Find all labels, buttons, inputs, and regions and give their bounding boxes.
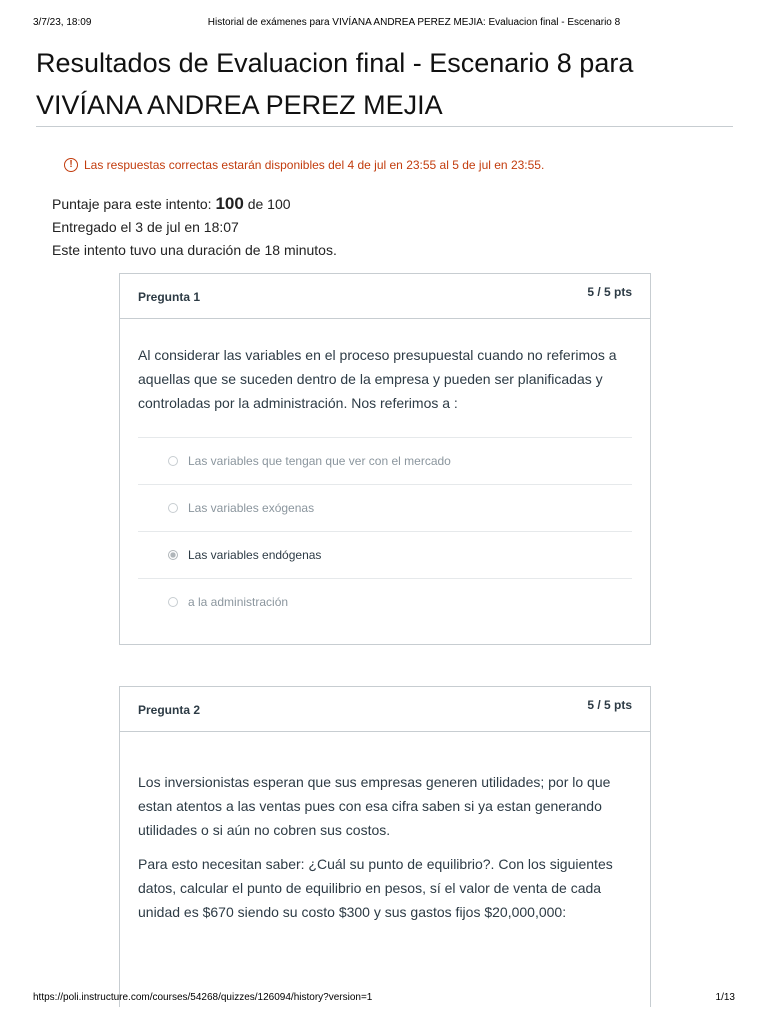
- print-header: [33, 17, 735, 31]
- question-text-paragraph: Para esto necesitan saber: ¿Cuál su punto de equilibrio?. Con los siguientes datos, calcular el punto de equilibrio en pesos, sí el valor de venta de cada unidad es $670 siendo su costo $300 y sus gastos fijos $20,000,000:: [138, 856, 613, 920]
- question-name: Pregunta 2: [138, 703, 201, 717]
- answer-option[interactable]: [138, 578, 632, 625]
- attempt-info: [52, 192, 337, 262]
- question-name: Pregunta 1: [138, 290, 201, 304]
- title-divider: [36, 126, 733, 127]
- question-header: [120, 687, 650, 732]
- radio-button[interactable]: [168, 456, 178, 466]
- notice-text: Las respuestas correctas estarán disponibles del 4 de jul en 23:55 al 5 de jul en 23:55.: [84, 158, 545, 172]
- score-suffix: de 100: [243, 196, 291, 212]
- print-date: 3/7/23, 18:09: [33, 17, 92, 28]
- question-text-paragraph: Al considerar las variables en el proceso presupuestal cuando no referimos a aquellas que se suceden dentro de la empresa y pueden ser planificadas y controladas por la administración. Nos referimos a :: [138, 347, 617, 411]
- question-card: [119, 273, 651, 645]
- score-prefix: Puntaje para este intento:: [52, 196, 216, 212]
- answer-label: Las variables que tengan que ver con el mercado: [188, 454, 451, 468]
- page-title: Resultados de Evaluacion final - Escenario 8 para VIVÍANA ANDREA PEREZ MEJIA: [36, 48, 634, 120]
- attempt-duration: Este intento tuvo una duración de 18 minutos.: [52, 242, 337, 258]
- question-points: 5 / 5 pts: [587, 285, 632, 299]
- radio-button[interactable]: [168, 597, 178, 607]
- answer-option-selected[interactable]: [138, 531, 632, 578]
- answer-option[interactable]: [138, 437, 632, 484]
- print-page-number: 1/13: [715, 992, 735, 1003]
- warning-circle-icon: !: [64, 158, 78, 172]
- question-card: [119, 686, 651, 1007]
- question-header: [120, 274, 650, 319]
- answer-label: Las variables endógenas: [188, 548, 322, 562]
- question-points: 5 / 5 pts: [587, 698, 632, 712]
- radio-button-selected[interactable]: [168, 550, 178, 560]
- answer-label: Las variables exógenas: [188, 501, 315, 515]
- answer-label: a la administración: [188, 595, 289, 609]
- question-text: [120, 319, 650, 415]
- attempt-score: [52, 192, 337, 216]
- score-value: 100: [215, 194, 244, 213]
- question-text-paragraph: Los inversionistas esperan que sus empresas generen utilidades; por lo que estan atentos a las ventas pues con esa cifra saben si ya estan generando utilidades o si aún no cobren sus costos.: [138, 774, 611, 838]
- print-url: https://poli.instructure.com/courses/54268/quizzes/126094/history?version=1: [33, 992, 373, 1003]
- answer-option[interactable]: [138, 484, 632, 531]
- answers-availability-notice: [64, 158, 544, 172]
- answer-list: [138, 437, 632, 625]
- print-document-title: Historial de exámenes para VIVÍANA ANDREA PEREZ MEJIA: Evaluacion final - Escenario 8: [207, 17, 621, 28]
- question-text: [120, 732, 650, 924]
- radio-button[interactable]: [168, 503, 178, 513]
- attempt-submitted: Entregado el 3 de jul en 18:07: [52, 219, 239, 235]
